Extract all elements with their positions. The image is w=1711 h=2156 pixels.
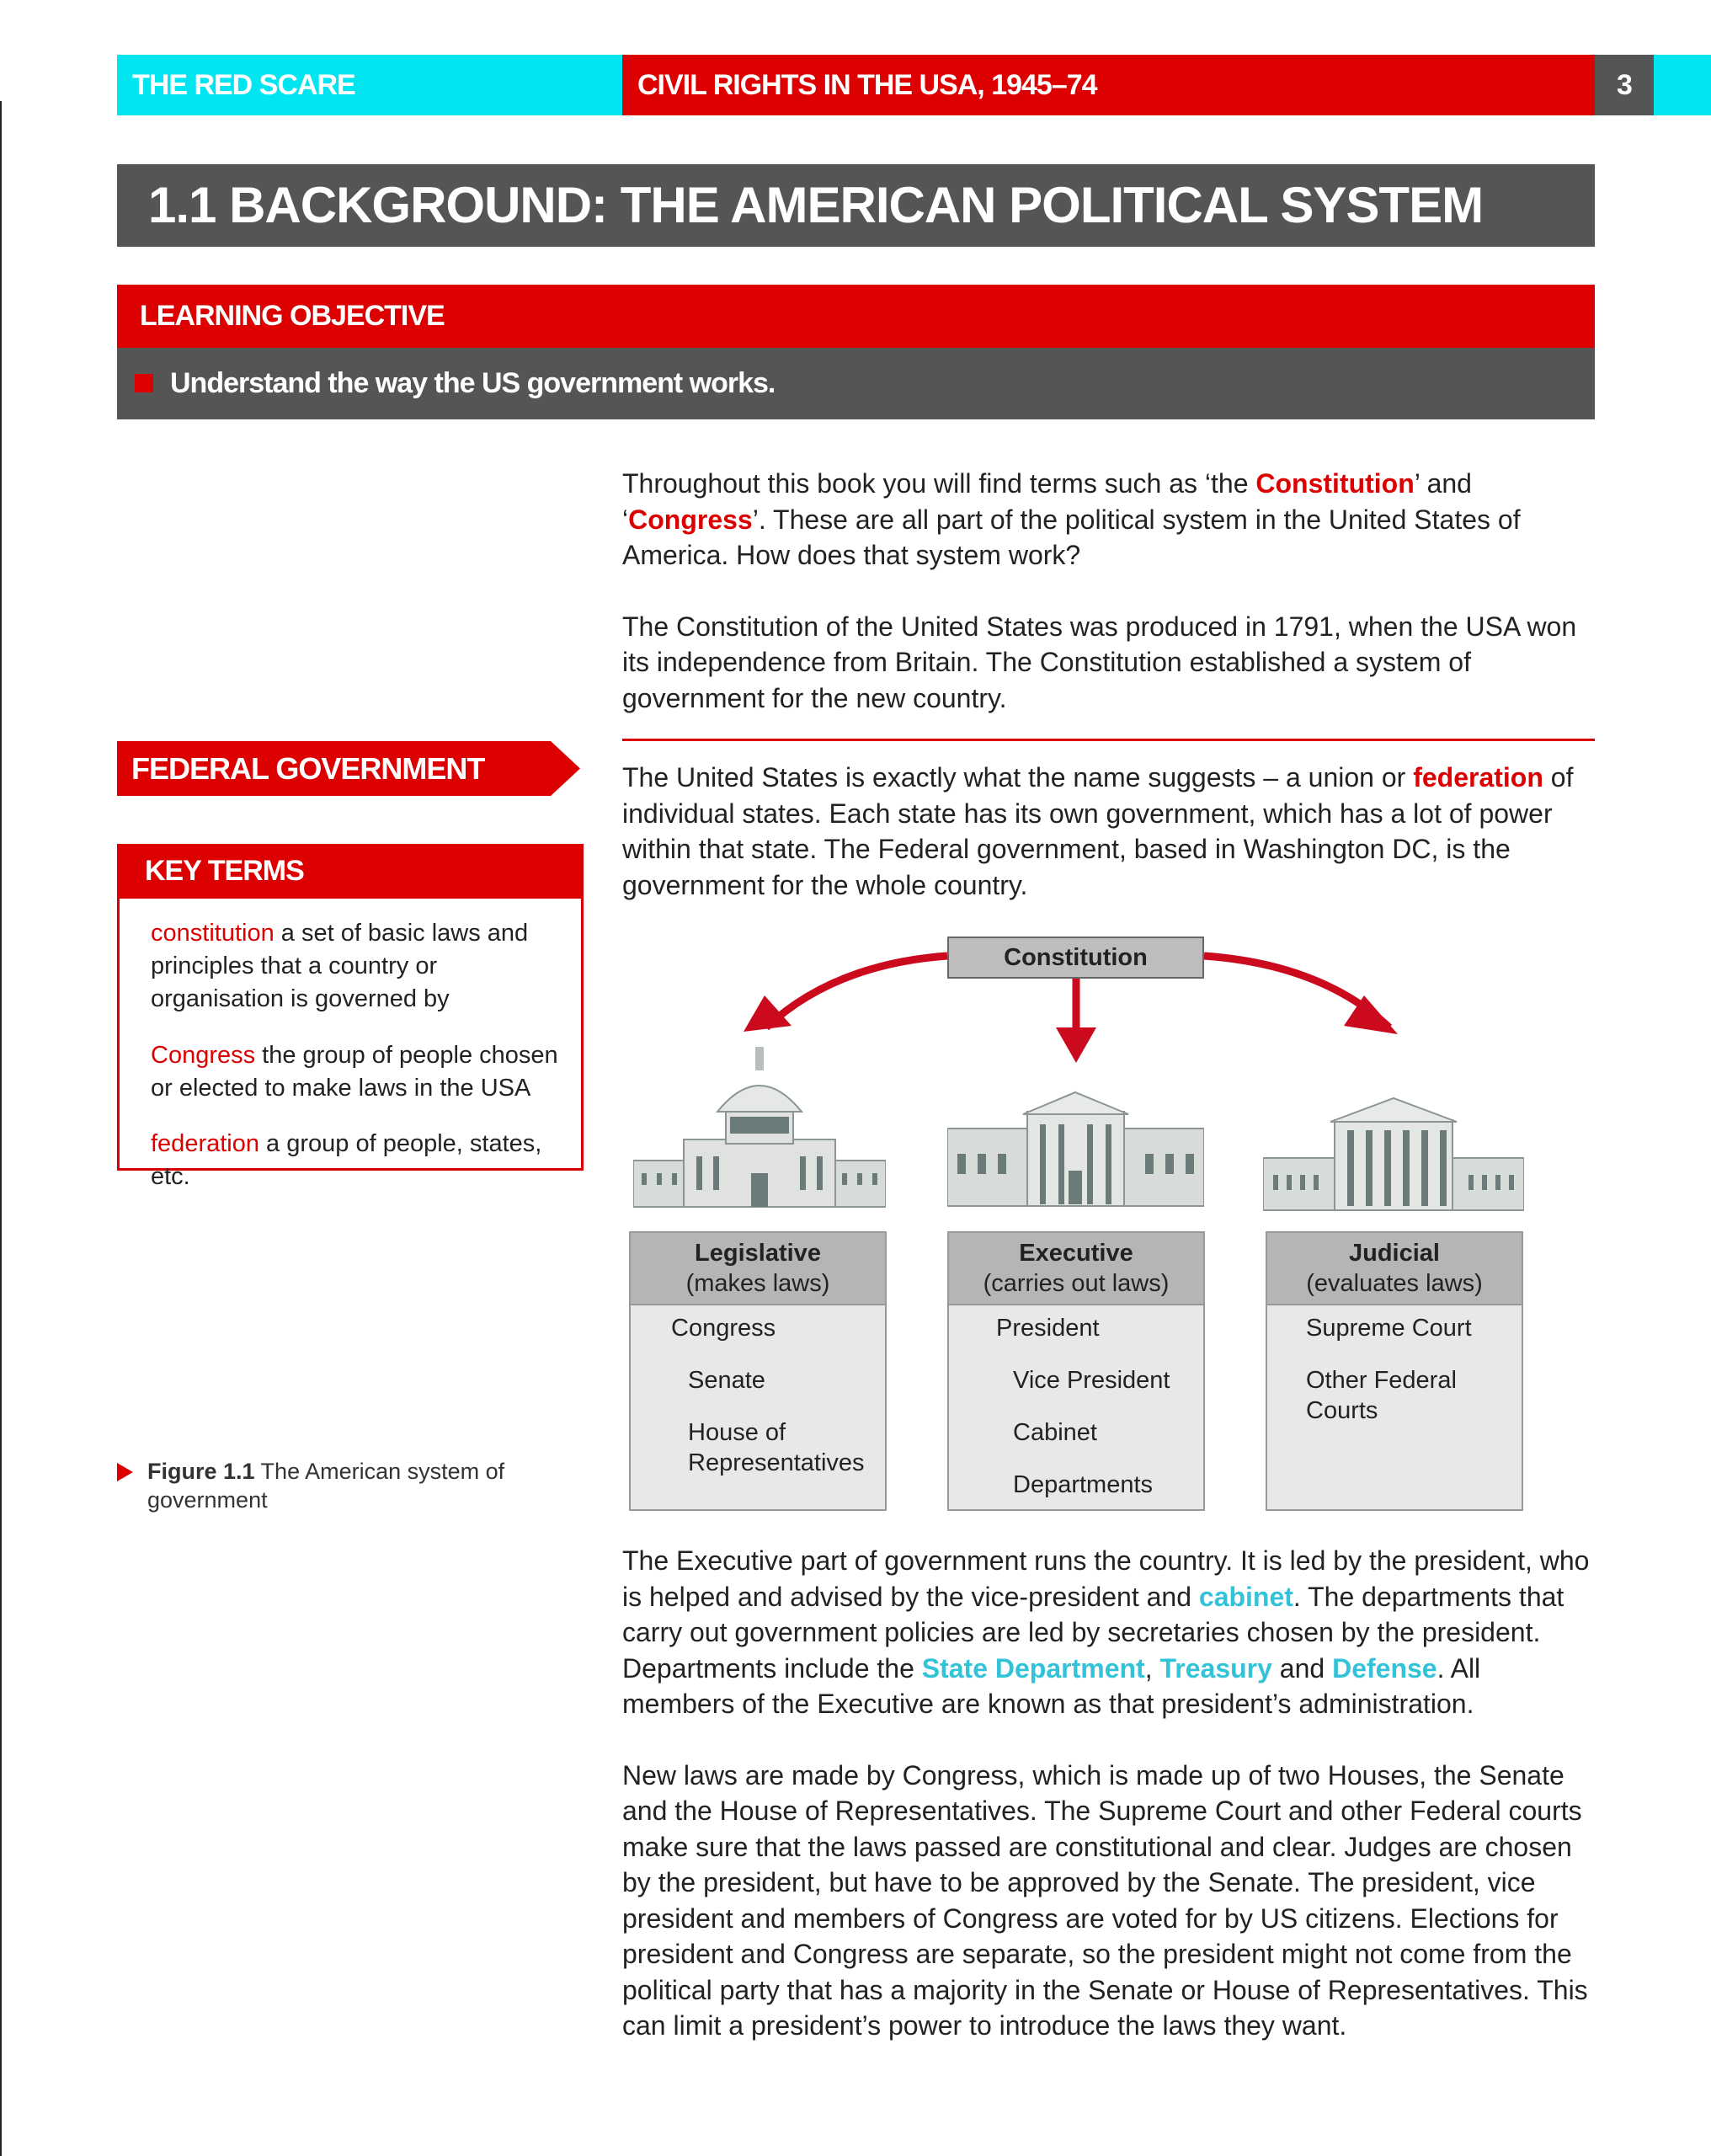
body-text-lower: [622, 1543, 1599, 2044]
capitol-building-icon: [633, 1043, 886, 1211]
federal-text-segment: of individual states. Each state has its own government, which has a lot of power within that state. The Federal government, based in Washington DC, is the government for the whole country.: [622, 762, 1574, 900]
caption-triangle-icon: [117, 1463, 133, 1481]
intro-paragraph-1: [622, 466, 1599, 574]
key-term-definition: a group of people, states, etc.: [151, 1130, 542, 1190]
learning-objective-item: Understand the way the US government works.: [170, 367, 776, 399]
branch-item: House of Representatives: [688, 1419, 865, 1476]
key-term-entry: [151, 1039, 572, 1105]
federal-paragraph: [622, 760, 1599, 903]
branch-subtitle: (carries out laws): [983, 1270, 1170, 1297]
executive-text-segment: ,: [1144, 1652, 1160, 1684]
header-book-title-bar: [622, 55, 1595, 115]
legislative-branch-box: [629, 1231, 887, 1511]
intro-text: [622, 466, 1599, 716]
branch-header: [631, 1233, 885, 1305]
section-divider: [622, 739, 1595, 741]
branch-title: Legislative: [695, 1240, 821, 1267]
branch-subtitle: (makes laws): [685, 1270, 830, 1297]
figure-caption: [147, 1457, 518, 1514]
judicial-branch-box: [1266, 1231, 1523, 1511]
branch-item: Senate: [688, 1367, 765, 1394]
keyword-federation[interactable]: federation: [1413, 762, 1543, 792]
key-terms-heading: KEY TERMS: [145, 855, 304, 887]
learning-objective-heading: LEARNING OBJECTIVE: [140, 300, 445, 332]
key-term-entry: [151, 917, 572, 1016]
intro-text-segment: ’. These are all part of the political system in the United States of America. How does that system work?: [622, 504, 1521, 570]
branch-item: Vice President: [1013, 1367, 1170, 1394]
branch-title: Executive: [1019, 1240, 1133, 1267]
federal-government-heading: FEDERAL GOVERNMENT: [131, 751, 485, 786]
branch-header: [1267, 1233, 1522, 1305]
key-term-word: constitution: [151, 920, 275, 947]
keyword-state-department[interactable]: State Department: [921, 1652, 1145, 1684]
branch-item: Congress: [671, 1315, 776, 1342]
keyword-defense[interactable]: Defense: [1332, 1652, 1437, 1684]
branch-item: Departments: [1013, 1471, 1154, 1498]
keyword-cabinet[interactable]: cabinet: [1198, 1581, 1293, 1612]
intro-paragraph-2: The Constitution of the United States was produced in 1791, when the USA won its independence from Britain. The Constitution established a system of government for the new country.: [622, 611, 1577, 713]
branch-title: Judicial: [1349, 1240, 1440, 1267]
figure-caption-text: The American system of government: [147, 1459, 505, 1513]
key-term-entry: [151, 1128, 572, 1193]
header-section-label: THE RED SCARE: [132, 69, 355, 101]
header-book-title: CIVIL RIGHTS IN THE USA, 1945–74: [637, 69, 1097, 101]
arrow-to-legislative: [766, 956, 947, 1027]
branch-item: Other Federal Courts: [1306, 1367, 1457, 1424]
branch-item: Supreme Court: [1306, 1315, 1472, 1342]
executive-text-segment: . All members of the Executive are known as that president’s administration.: [622, 1652, 1481, 1719]
branch-item: President: [996, 1315, 1100, 1342]
executive-text-segment: The Executive part of government runs the country. It is led by the president, who is helped and advised by the vice-president and: [622, 1545, 1590, 1612]
page-number: 3: [1617, 69, 1632, 101]
key-term-word: federation: [151, 1130, 259, 1157]
header-section-tab: [117, 55, 622, 115]
branch-subtitle: (evaluates laws): [1306, 1270, 1483, 1297]
key-term-definition: a set of basic laws and principles that a country or organisation is governed by: [151, 920, 529, 1012]
key-term-definition: the group of people chosen or elected to make laws in the USA: [151, 1042, 558, 1102]
supreme-court-icon: [1263, 1095, 1524, 1213]
executive-paragraph: [622, 1543, 1599, 1722]
white-house-icon: [947, 1091, 1204, 1209]
keyword-treasury[interactable]: Treasury: [1159, 1652, 1272, 1684]
executive-branch-box: [947, 1231, 1205, 1511]
keyword-constitution[interactable]: Constitution: [1255, 468, 1415, 499]
executive-text-segment: . The departments that carry out government policies are led by secretaries chosen by the president. Departments include the: [622, 1581, 1564, 1684]
congress-paragraph: New laws are made by Congress, which is made up of two Houses, the Senate and the House of Representatives. The Supreme Court and other Federal courts make sure that the laws passed are constitutional and clear. Judges are chosen by the president, but have to be approved by the Senate. The president, vice president and members of Congress are voted for by US citizens. Elections for president and Congress are separate, so the president might not come from the political party that has a majority in the Senate or House of Representatives. This can limit a president’s power to introduce the laws they want.: [622, 1759, 1588, 2041]
chapter-title: 1.1 BACKGROUND: THE AMERICAN POLITICAL SYSTEM: [148, 177, 1484, 233]
page-edge-line: [0, 101, 2, 2156]
intro-text-segment: ’ and ‘: [622, 468, 1472, 535]
branch-header: [949, 1233, 1203, 1305]
arrow-head-icon: [1056, 1027, 1096, 1063]
header-page-number-box: [1595, 55, 1654, 115]
figure-label: Figure 1.1: [147, 1459, 255, 1484]
branch-item: Cabinet: [1013, 1419, 1097, 1446]
constitution-box: Constitution: [947, 937, 1204, 979]
key-term-word: Congress: [151, 1042, 256, 1069]
square-bullet-icon: [135, 374, 153, 392]
federal-text-segment: The United States is exactly what the name suggests – a union or: [622, 762, 1414, 792]
executive-text-segment: and: [1271, 1652, 1333, 1684]
intro-text-segment: Throughout this book you will find terms such as ‘the: [622, 468, 1256, 499]
keyword-congress[interactable]: Congress: [628, 504, 753, 535]
header-right-tab: [1654, 55, 1711, 115]
